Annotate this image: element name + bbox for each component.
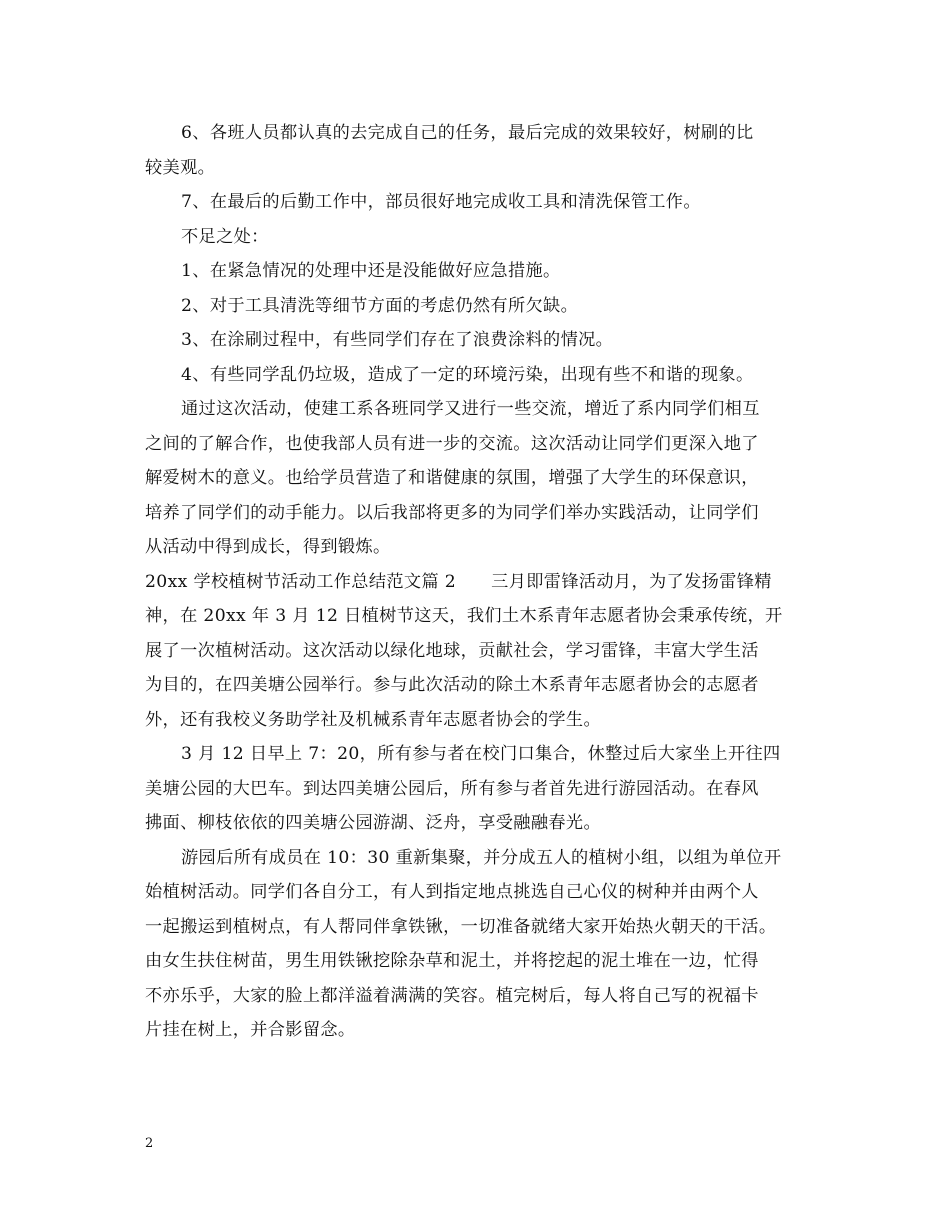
list-item: 3、在涂刷过程中，有些同学们存在了浪费涂料的情况。	[181, 330, 614, 350]
text-line: 从活动中得到成长，得到锻炼。	[145, 537, 391, 557]
text-line: 外，还有我校义务助学社及机械系青年志愿者协会的学生。	[145, 709, 601, 730]
text-line: 不亦乐乎，大家的脸上都洋溢着满满的笑容。植完树后，每人将自己写的祝福卡	[145, 985, 759, 1006]
list-item: 4、有些同学乱仍垃圾，造成了一定的环境污染，出现有些不和谐的现象。	[181, 364, 754, 385]
list-item: 2、对于工具清洗等细节方面的考虑仍然有所欠缺。	[181, 295, 579, 316]
text-line: 为目的，在四美塘公园举行。参与此次活动的除土木系青年志愿者协会的志愿者	[145, 675, 759, 695]
article-title-line: 20xx 学校植树节活动工作总结范文篇 2 三月即雷锋活动月，为了发扬雷锋精	[145, 571, 772, 592]
text-line: 片挂在树上，并合影留念。	[145, 1020, 356, 1040]
text-line: 美塘公园的大巴车。到达四美塘公园后，所有参与者首先进行游园活动。在春风	[145, 778, 759, 799]
text-line: 较美观。	[145, 157, 216, 178]
text-line: 7、在最后的后勤工作中，部员很好地完成收工具和清洗保管工作。	[181, 192, 701, 212]
text-line: 之间的了解合作，也使我部人员有进一步的交流。这次活动让同学们更深入地了	[145, 433, 759, 454]
text-line: 游园后所有成员在 10：30 重新集聚，并分成五人的植树小组，以组为单位开	[181, 847, 782, 868]
text-line: 6、各班人员都认真的去完成自己的任务，最后完成的效果较好，树刷的比	[181, 123, 754, 143]
body-text	[145, 116, 809, 1048]
text-line: 通过这次活动，使建工系各班同学又进行一些交流，增近了系内同学们相互	[181, 399, 760, 419]
text-line: 解爱树木的意义。也给学员营造了和谐健康的氛围，增强了大学生的环保意识，	[145, 468, 759, 488]
list-item: 1、在紧急情况的处理中还是没能做好应急措施。	[181, 261, 561, 281]
page-number: 2	[145, 1136, 154, 1151]
text-line: 3 月 12 日早上 7：20，所有参与者在校门口集合，休整过后大家坐上开往四	[181, 744, 781, 764]
text-line: 由女生扶住树苗，男生用铁锹挖除杂草和泥土，并将挖起的泥土堆在一边，忙得	[145, 951, 759, 971]
text-line: 一起搬运到植树点，有人帮同伴拿铁锹，一切准备就绪大家开始热火朝天的干活。	[145, 916, 777, 937]
text-line: 培养了同学们的动手能力。以后我部将更多的为同学们举办实践活动，让同学们	[145, 502, 759, 523]
text-line: 始植树活动。同学们各自分工，有人到指定地点挑选自己心仪的树种并由两个人	[145, 882, 759, 902]
text-line: 拂面、柳枝依依的四美塘公园游湖、泛舟，享受融融春光。	[145, 813, 601, 833]
text-line: 神，在 20xx 年 3 月 12 日植树节这天，我们土木系青年志愿者协会秉承传统，开	[145, 606, 783, 626]
text-line: 展了一次植树活动。这次活动以绿化地球，贡献社会，学习雷锋，丰富大学生活	[145, 640, 759, 661]
section-heading: 不足之处：	[181, 226, 269, 247]
